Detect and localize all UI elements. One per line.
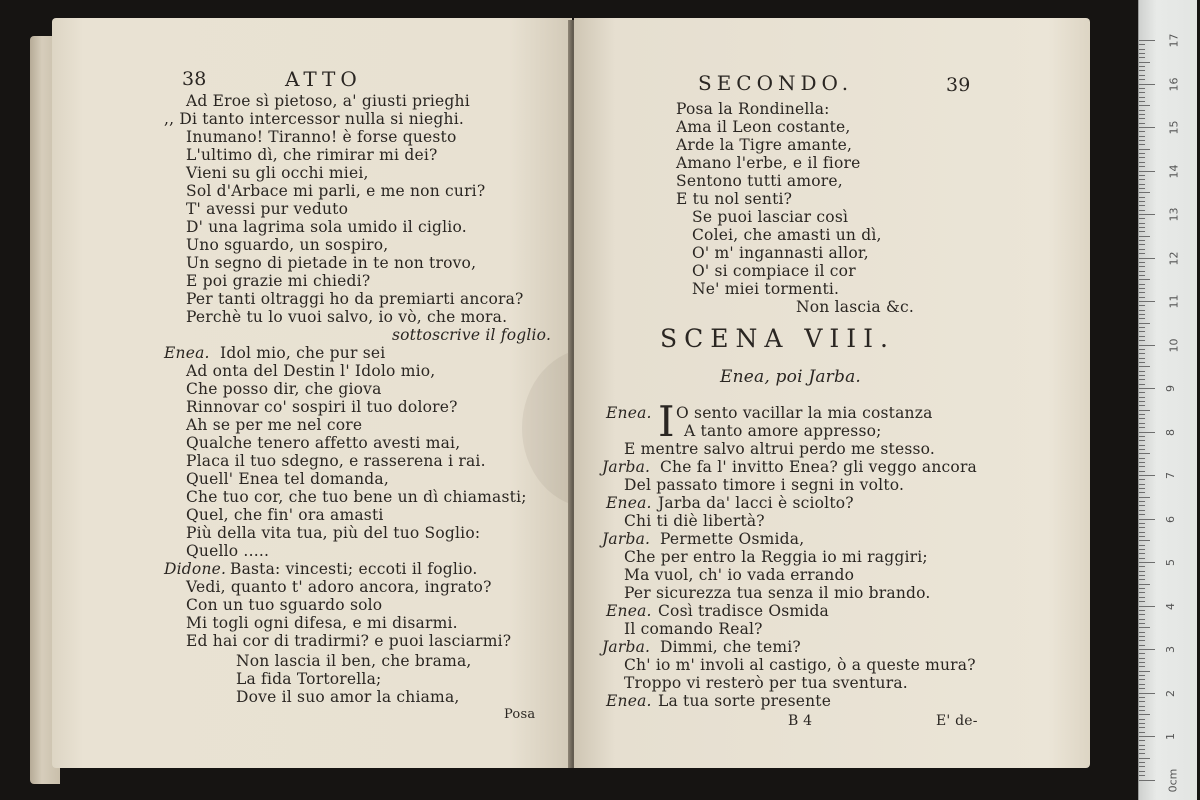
drop-cap: I [658, 397, 675, 446]
ruler-tick [1139, 562, 1155, 563]
speaker-label: Jarba. [602, 638, 651, 656]
ruler-tick [1139, 597, 1145, 598]
text-line: Così tradisce Osmida [658, 602, 830, 620]
ruler-tick [1139, 766, 1145, 767]
text-line: Permette Osmida, [660, 530, 805, 548]
ruler-tick [1139, 240, 1145, 241]
ruler-tick [1139, 658, 1145, 659]
ruler-tick [1139, 40, 1155, 41]
ruler-tick [1139, 331, 1145, 332]
ruler-tick [1139, 231, 1145, 232]
running-head-left: ATTO [285, 67, 362, 91]
ruler-tick [1139, 653, 1145, 654]
ruler-tick [1139, 192, 1150, 193]
ruler-tick [1139, 510, 1145, 511]
ruler-tick [1139, 466, 1145, 467]
text-line: Sentono tutti amore, [676, 172, 843, 190]
stage-direction: sottoscrive il foglio. [392, 326, 552, 344]
ruler-tick [1139, 453, 1150, 454]
speaker-label: Enea. [606, 494, 652, 512]
ruler-tick [1139, 523, 1145, 524]
ruler-number: 5 [1164, 559, 1177, 566]
ruler-number: 14 [1167, 164, 1181, 178]
ruler-tick [1139, 318, 1145, 319]
text-line: Ama il Leon costante, [676, 118, 851, 136]
ruler-tick [1139, 244, 1145, 245]
ruler-tick [1139, 66, 1145, 67]
ruler-tick [1139, 684, 1145, 685]
running-head-right: SECONDO. [698, 71, 854, 95]
ruler-tick [1139, 75, 1145, 76]
text-line: Per tanti oltraggi ho da premiarti ancora? [186, 290, 524, 308]
ruler-tick [1139, 123, 1145, 124]
ruler-tick [1139, 88, 1145, 89]
ruler-tick [1139, 693, 1155, 694]
signature-mark: B 4 [788, 713, 813, 729]
text-line: Idol mio, che pur sei [220, 344, 386, 362]
text-line: Quell' Enea tel domanda, [186, 470, 389, 488]
ruler-number: 9 [1164, 385, 1177, 392]
ruler-tick [1139, 144, 1145, 145]
ruler-number: 12 [1167, 251, 1181, 265]
page-number-right: 39 [946, 74, 971, 96]
text-line: Arde la Tigre amante, [676, 136, 853, 154]
text-line: O sento vacillar la mia costanza [676, 404, 933, 422]
ruler-tick [1139, 184, 1145, 185]
speaker-label: Jarba. [602, 458, 651, 476]
ruler-tick [1139, 297, 1145, 298]
ruler-tick [1139, 566, 1145, 567]
text-line: Troppo vi resterò per tua sventura. [624, 674, 908, 692]
ruler-tick [1139, 366, 1150, 367]
ruler-tick [1139, 223, 1145, 224]
ruler-number: 11 [1167, 294, 1181, 309]
ruler-tick [1139, 753, 1145, 754]
ruler-tick [1139, 379, 1145, 380]
ruler-tick [1139, 375, 1145, 376]
ruler-tick [1139, 679, 1145, 680]
text-line: Più della vita tua, più del tuo Soglio: [186, 524, 481, 542]
text-line: Che fa l' invitto Enea? gli veggo ancora [660, 458, 977, 476]
text-line: Uno sguardo, un sospiro, [186, 236, 389, 254]
ruler-tick [1139, 519, 1155, 520]
ruler-tick [1139, 44, 1145, 45]
ruler-tick [1139, 214, 1155, 215]
text-line: L'ultimo dì, che rimirar mi dei? [186, 146, 438, 164]
ruler-tick [1139, 62, 1150, 63]
ruler-tick [1139, 292, 1145, 293]
ruler-tick [1139, 588, 1145, 589]
ruler-tick [1139, 640, 1145, 641]
text-line: Non lascia &c. [796, 298, 914, 316]
ruler-number: 13 [1167, 207, 1181, 222]
ruler-tick [1139, 727, 1145, 728]
ruler-tick [1139, 579, 1145, 580]
ruler-tick [1139, 140, 1145, 141]
ruler-tick [1139, 97, 1145, 98]
ruler-tick [1139, 323, 1150, 324]
ruler-tick [1139, 110, 1145, 111]
text-line: A tanto amore appresso; [684, 422, 882, 440]
scene-cast: Enea, poi Jarba. [720, 367, 862, 387]
ruler-tick [1139, 314, 1145, 315]
ruler-tick [1139, 675, 1145, 676]
ruler-tick [1139, 371, 1145, 372]
ruler-tick [1139, 671, 1150, 672]
text-line: Quello ..... [186, 542, 270, 560]
text-line: E poi grazie mi chiedi? [186, 272, 371, 290]
ruler-tick [1139, 536, 1145, 537]
text-line: Qualche tenero affetto avesti mai, [186, 434, 461, 452]
ruler-tick [1139, 210, 1145, 211]
ruler-tick [1139, 606, 1155, 607]
ruler-tick [1139, 471, 1145, 472]
ruler-tick [1139, 549, 1145, 550]
text-line: Se puoi lasciar così [692, 208, 849, 226]
ruler-tick [1139, 649, 1155, 650]
ruler-tick [1139, 662, 1145, 663]
ruler-tick [1139, 70, 1145, 71]
text-line: Ed hai cor di tradirmi? e puoi lasciarmi? [186, 632, 512, 650]
ruler-tick [1139, 610, 1145, 611]
ruler-tick [1139, 719, 1145, 720]
ruler-tick [1139, 92, 1145, 93]
ruler-tick [1139, 284, 1145, 285]
ruler-number: 6 [1164, 515, 1177, 523]
ruler-tick [1139, 157, 1145, 158]
ruler-tick [1139, 636, 1145, 637]
text-line: Ah se per me nel core [186, 416, 363, 434]
text-line: Dimmi, che temi? [660, 638, 801, 656]
text-line: Chi ti diè libertà? [624, 512, 765, 530]
ruler-tick [1139, 545, 1145, 546]
ruler-tick [1139, 723, 1145, 724]
text-line: Amano l'erbe, e il fiore [676, 154, 861, 172]
ruler-tick [1139, 153, 1145, 154]
ruler-tick [1139, 780, 1155, 781]
ruler-tick [1139, 340, 1145, 341]
text-line: ,, Di tanto intercessor nulla si nieghi. [164, 110, 465, 128]
text-line: Che posso dir, che giova [186, 380, 382, 398]
text-line: Inumano! Tiranno! è forse questo [186, 128, 457, 146]
text-line: Ch' io m' involi al castigo, ò a queste mura? [624, 656, 976, 674]
ruler-tick [1139, 358, 1145, 359]
ruler-tick [1139, 445, 1145, 446]
ruler-number: 4 [1164, 602, 1177, 610]
text-line: Con un tuo sguardo solo [186, 596, 383, 614]
ruler-number: 2 [1164, 689, 1177, 697]
ruler-tick [1139, 701, 1145, 702]
scene-title: SCENA VIII. [660, 324, 896, 353]
ruler-tick [1139, 479, 1145, 480]
ruler-number: 8 [1164, 428, 1177, 436]
text-line: Mi togli ogni difesa, e mi disarmi. [186, 614, 458, 632]
ruler-tick [1139, 427, 1145, 428]
text-line: Ad Eroe sì pietoso, a' giusti prieghi [186, 92, 470, 110]
text-line: Jarba da' lacci è sciolto? [658, 494, 854, 512]
ruler-tick [1139, 492, 1145, 493]
text-line: Ne' miei tormenti. [692, 280, 840, 298]
right-page [574, 18, 1090, 768]
text-line: Non lascia il ben, che brama, [236, 652, 472, 670]
ruler-tick [1139, 49, 1145, 50]
ruler-tick [1139, 501, 1145, 502]
catchword: Posa [504, 707, 536, 722]
ruler-tick [1139, 584, 1150, 585]
measuring-ruler [1138, 0, 1197, 800]
ruler-tick [1139, 410, 1150, 411]
speaker-label: Enea. [606, 602, 652, 620]
ruler-tick [1139, 179, 1145, 180]
ruler-tick [1139, 423, 1145, 424]
text-line: Ma vuol, ch' io vada errando [624, 566, 855, 584]
ruler-tick [1139, 205, 1145, 206]
ruler-tick [1139, 462, 1145, 463]
ruler-tick [1139, 201, 1145, 202]
ruler-tick [1139, 488, 1145, 489]
ruler-tick [1139, 645, 1145, 646]
text-line: T' avessi pur veduto [186, 200, 349, 218]
ruler-tick [1139, 484, 1145, 485]
ruler-number: 15 [1167, 120, 1181, 135]
ruler-tick [1139, 449, 1145, 450]
ruler-tick [1139, 414, 1145, 415]
text-line: Ad onta del Destin l' Idolo mio, [186, 362, 436, 380]
speaker-label: Enea. [606, 404, 652, 422]
ruler-tick [1139, 345, 1155, 346]
ruler-tick [1139, 336, 1145, 337]
text-line: Posa la Rondinella: [676, 100, 830, 118]
ruler-tick [1139, 305, 1145, 306]
ruler-tick [1139, 118, 1145, 119]
ruler-tick [1139, 258, 1155, 259]
ruler-tick [1139, 736, 1155, 737]
text-line: Che tuo cor, che tuo bene un dì chiamasti; [186, 488, 527, 506]
ruler-tick [1139, 614, 1145, 615]
ruler-tick [1139, 714, 1150, 715]
ruler-tick [1139, 114, 1145, 115]
speaker-label: Didone. [164, 560, 227, 578]
ruler-number: 16 [1167, 77, 1181, 91]
ruler-tick [1139, 458, 1145, 459]
ruler-tick [1139, 627, 1150, 628]
ruler-tick [1139, 775, 1145, 776]
ruler-tick [1139, 392, 1145, 393]
ruler-tick [1139, 771, 1145, 772]
text-line: Del passato timore i segni in volto. [624, 476, 905, 494]
ruler-tick [1139, 514, 1145, 515]
ruler-tick [1139, 175, 1145, 176]
ruler-tick [1139, 236, 1150, 237]
text-line: La tua sorte presente [658, 692, 832, 710]
ruler-tick [1139, 384, 1145, 385]
ruler-tick [1139, 105, 1150, 106]
ruler-tick [1139, 249, 1145, 250]
ruler-tick [1139, 136, 1145, 137]
ruler-number: 0cm [1166, 768, 1180, 792]
ruler-tick [1139, 558, 1145, 559]
ruler-tick [1139, 732, 1145, 733]
ruler-tick [1139, 397, 1145, 398]
ruler-tick [1139, 266, 1145, 267]
ruler-tick [1139, 388, 1155, 389]
ruler-tick [1139, 436, 1145, 437]
text-line: Che per entro la Reggia io mi raggiri; [624, 548, 928, 566]
open-book [30, 14, 1100, 784]
ruler-number: 10 [1167, 338, 1181, 352]
ruler-tick [1139, 188, 1145, 189]
ruler-tick [1139, 362, 1145, 363]
ruler-tick [1139, 218, 1145, 219]
text-line: E tu nol senti? [676, 190, 793, 208]
speaker-label: Enea. [164, 344, 210, 362]
ruler-tick [1139, 540, 1150, 541]
text-line: Quel, che fin' ora amasti [186, 506, 384, 524]
ruler-tick [1139, 301, 1155, 302]
text-line: Per sicurezza tua senza il mio brando. [624, 584, 931, 602]
ruler-tick [1139, 532, 1145, 533]
ruler-tick [1139, 262, 1145, 263]
ruler-tick [1139, 706, 1145, 707]
text-line: O' si compiace il cor [692, 262, 856, 280]
ruler-tick [1139, 575, 1145, 576]
ruler-tick [1139, 475, 1155, 476]
ruler-tick [1139, 101, 1145, 102]
ruler-tick [1139, 84, 1155, 85]
ruler-tick [1139, 53, 1145, 54]
ruler-tick [1139, 401, 1145, 402]
ruler-tick [1139, 405, 1145, 406]
ruler-tick [1139, 740, 1145, 741]
ruler-tick [1139, 166, 1145, 167]
ruler-tick [1139, 171, 1155, 172]
ruler-tick [1139, 275, 1145, 276]
ruler-tick [1139, 749, 1145, 750]
text-line: Basta: vincesti; eccoti il foglio. [230, 560, 478, 578]
ruler-tick [1139, 553, 1145, 554]
ruler-tick [1139, 349, 1145, 350]
ruler-tick [1139, 527, 1145, 528]
ruler-tick [1139, 745, 1145, 746]
text-line: Dove il suo amor la chiama, [236, 688, 460, 706]
ruler-tick [1139, 666, 1145, 667]
ruler-tick [1139, 505, 1145, 506]
ruler-number: 17 [1167, 33, 1181, 48]
speaker-label: Jarba. [602, 530, 651, 548]
page-number-left: 38 [182, 68, 207, 90]
ruler-tick [1139, 271, 1145, 272]
ruler-tick [1139, 619, 1145, 620]
ruler-tick [1139, 623, 1145, 624]
ruler-tick [1139, 601, 1145, 602]
ruler-tick [1139, 632, 1145, 633]
ruler-tick [1139, 310, 1145, 311]
ruler-tick [1139, 762, 1145, 763]
ruler-tick [1139, 57, 1145, 58]
text-line: Vieni su gli occhi miei, [186, 164, 369, 182]
ruler-tick [1139, 353, 1145, 354]
ruler-tick [1139, 149, 1150, 150]
text-line: Rinnovar co' sospiri il tuo dolore? [186, 398, 458, 416]
text-line: Il comando Real? [624, 620, 763, 638]
ruler-tick [1139, 592, 1145, 593]
ruler-tick [1139, 131, 1145, 132]
ruler-number: 1 [1164, 733, 1177, 740]
ruler-tick [1139, 710, 1145, 711]
ruler-tick [1139, 440, 1145, 441]
ruler-tick [1139, 162, 1145, 163]
text-line: La fida Tortorella; [236, 670, 382, 688]
text-line: Un segno di pietade in te non trovo, [186, 254, 477, 272]
ruler-tick [1139, 127, 1155, 128]
ruler-number: 3 [1164, 646, 1177, 653]
text-line: O' m' ingannasti allor, [692, 244, 869, 262]
ruler-tick [1139, 571, 1145, 572]
text-line: Vedi, quanto t' adoro ancora, ingrato? [186, 578, 492, 596]
ruler-tick [1139, 327, 1145, 328]
speaker-label: Enea. [606, 692, 652, 710]
ruler-tick [1139, 227, 1145, 228]
ruler-tick [1139, 197, 1145, 198]
text-line: E mentre salvo altrui perdo me stesso. [624, 440, 936, 458]
ruler-tick [1139, 79, 1145, 80]
ruler-tick [1139, 758, 1150, 759]
text-line: D' una lagrima sola umido il ciglio. [186, 218, 467, 236]
catchword: E' de- [936, 713, 978, 729]
text-line: Perchè tu lo vuoi salvo, io vò, che mora. [186, 308, 508, 326]
text-line: Placa il tuo sdegno, e rasserena i rai. [186, 452, 486, 470]
ruler-tick [1139, 432, 1155, 433]
text-line: Sol d'Arbace mi parli, e me non curi? [186, 182, 486, 200]
ruler-tick [1139, 688, 1145, 689]
left-page [52, 18, 572, 768]
ruler-number: 7 [1164, 472, 1177, 479]
ruler-tick [1139, 418, 1145, 419]
ruler-tick [1139, 497, 1150, 498]
text-line: Colei, che amasti un dì, [692, 226, 882, 244]
ruler-tick [1139, 697, 1145, 698]
ruler-tick [1139, 279, 1150, 280]
ruler-tick [1139, 253, 1145, 254]
ruler-tick [1139, 288, 1145, 289]
